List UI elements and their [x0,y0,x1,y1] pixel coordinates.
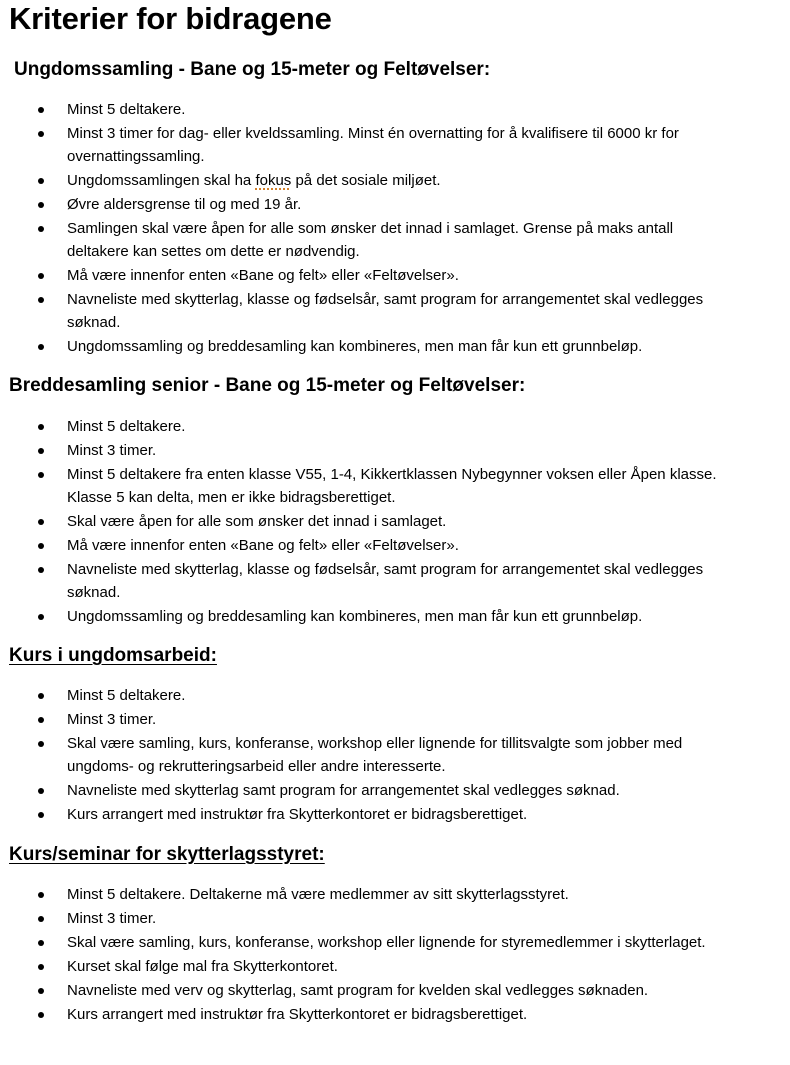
list-item-text: Kurs arrangert med instruktør fra Skytterkontoret er bidragsberettiget. [67,806,528,823]
list-item [0,534,790,557]
list-item-text: Navneliste med skytterlag, klasse og fødselsår, samt program for arrangementet skal vedlegges søknad. [67,561,704,601]
section-heading-text: Kurs i ungdomsarbeid: [9,645,217,666]
list-item-text: Minst 3 timer for dag- eller kveldssamling. Minst én overnatting for å kvalifisere til 6000 kr for overnattingssamling. [67,125,679,165]
list-item-text: Minst 3 timer. [67,442,157,459]
list-item-text: Må være innenfor enten «Bane og felt» eller «Feltøvelser». [67,537,459,554]
section-heading-kurs-ungdomsarbeid [9,644,217,668]
bullet-icon [38,344,44,350]
list-item [0,931,790,954]
list-item [0,169,790,192]
bullet-icon [38,226,44,232]
section-heading-ungdomssamling: Ungdomssamling - Bane og 15-meter og Feltøvelser: [14,59,491,80]
bullet-icon [38,424,44,430]
list-item-text: Minst 5 deltakere. [67,687,186,704]
bullet-icon [38,788,44,794]
bullet-icon [38,472,44,478]
document-title: Kriterier for bidragene [9,1,332,36]
section-heading-text: Kurs/seminar for skytterlagsstyret: [9,844,325,865]
bullet-icon [38,940,44,946]
list-item [0,558,790,604]
list-item-text: Samlingen skal være åpen for alle som ønsker det innad i samlaget. Grense på maks antall deltakere kan settes om dette er nødvendig. [67,220,674,260]
bullet-icon [38,916,44,922]
list-item-text-end: på det sosiale miljøet. [291,172,441,189]
list-item [0,979,790,1002]
list-item [0,1003,790,1026]
list-item [0,335,790,358]
list-item [0,955,790,978]
list-item [0,193,790,216]
list-item-text: Minst 5 deltakere. [67,101,186,118]
section-heading-kurs-skytterlagsstyret [9,843,325,867]
spellcheck-flagged-word[interactable]: fokus [255,172,292,189]
ungdomssamling-list [0,98,790,359]
bullet-icon [38,273,44,279]
bullet-icon [38,202,44,208]
list-item-text: Skal være åpen for alle som ønsker det innad i samlaget. [67,513,447,530]
list-item [0,708,790,731]
list-item-text: Øvre aldersgrense til og med 19 år. [67,196,302,213]
bullet-icon [38,812,44,818]
list-item [0,510,790,533]
list-item-text: Ungdomssamling og breddesamling kan kombineres, men man får kun ett grunnbeløp. [67,338,643,355]
bullet-icon [38,297,44,303]
list-item-text: Minst 5 deltakere. Deltakerne må være medlemmer av sitt skytterlagsstyret. [67,886,569,903]
list-item-text: Minst 3 timer. [67,910,157,927]
list-item [0,415,790,438]
list-item-text: Navneliste med skytterlag, klasse og fødselsår, samt program for arrangementet skal vedlegges søknad. [67,291,704,331]
list-item-text: Minst 5 deltakere. [67,418,186,435]
bullet-icon [38,717,44,723]
list-item-text: Minst 5 deltakere fra enten klasse V55, 1-4, Kikkertklassen Nybegynner voksen eller Åpen klasse. Klasse 5 kan delta, men er ikke bidragsberettiget. [67,466,717,506]
list-item-text: Skal være samling, kurs, konferanse, workshop eller lignende for tillitsvalgte som jobber med ungdoms- og rekrutteringsarbeid eller andre interesserte. [67,735,683,775]
list-item [0,439,790,462]
list-item-text: Kurs arrangert med instruktør fra Skytterkontoret er bidragsberettiget. [67,1006,528,1023]
list-item [0,684,790,707]
list-item-text: Skal være samling, kurs, konferanse, workshop eller lignende for styremedlemmer i skytterlaget. [67,934,706,951]
bullet-icon [38,567,44,573]
bullet-icon [38,1012,44,1018]
list-item [0,217,790,263]
list-item-text: Navneliste med skytterlag samt program for arrangementet skal vedlegges søknad. [67,782,620,799]
list-item-text-start: Ungdomssamlingen skal ha [67,172,256,189]
bullet-icon [38,988,44,994]
section-heading-breddesamling: Breddesamling senior - Bane og 15-meter og Feltøvelser: [9,375,526,396]
list-item-text: Ungdomssamling og breddesamling kan kombineres, men man får kun ett grunnbeløp. [67,608,643,625]
list-item [0,779,790,802]
list-item [0,732,790,778]
list-item [0,264,790,287]
bullet-icon [38,448,44,454]
list-item [0,803,790,826]
list-item [0,288,790,334]
list-item [0,463,790,509]
kurs-ungdomsarbeid-list [0,684,790,827]
bullet-icon [38,131,44,137]
list-item-text: Minst 3 timer. [67,711,157,728]
bullet-icon [38,543,44,549]
list-item-text: Må være innenfor enten «Bane og felt» eller «Feltøvelser». [67,267,459,284]
breddesamling-list [0,415,790,629]
list-item-text: Kurset skal følge mal fra Skytterkontoret. [67,958,338,975]
bullet-icon [38,107,44,113]
list-item [0,122,790,168]
bullet-icon [38,741,44,747]
list-item [0,605,790,628]
list-item [0,98,790,121]
bullet-icon [38,614,44,620]
bullet-icon [38,693,44,699]
kurs-skytterlagsstyret-list [0,883,790,1027]
bullet-icon [38,519,44,525]
list-item [0,883,790,906]
list-item [0,907,790,930]
bullet-icon [38,892,44,898]
bullet-icon [38,178,44,184]
list-item-text: Navneliste med verv og skytterlag, samt program for kvelden skal vedlegges søknaden. [67,982,649,999]
bullet-icon [38,964,44,970]
